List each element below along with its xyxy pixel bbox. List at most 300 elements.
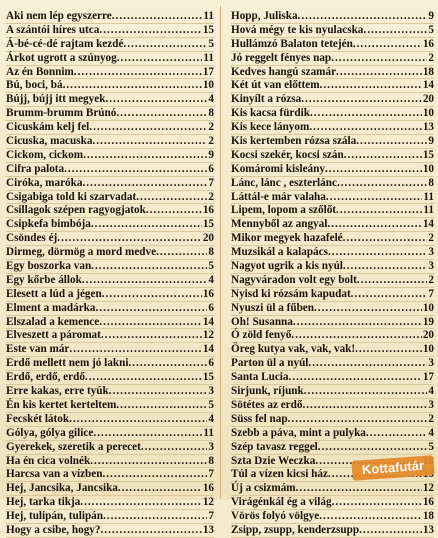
entry-page-number: 10 [422, 162, 434, 175]
entry-title: Csöndes éj [6, 232, 58, 245]
entry-page-number: 12 [202, 496, 214, 509]
entry-page-number: 3 [428, 260, 434, 273]
entry-page-number: 5 [428, 23, 434, 36]
index-entry [6, 385, 214, 399]
index-entry [231, 316, 434, 330]
entry-title: Gólya, gólya gilice [6, 426, 94, 439]
left-index-column [6, 10, 214, 538]
index-entry [231, 510, 434, 524]
entry-title: Santa Lucia [231, 371, 289, 384]
entry-page-number: 17 [422, 371, 434, 384]
dot-leader [304, 385, 428, 399]
dot-leader [337, 177, 427, 191]
dot-leader [359, 524, 422, 538]
dot-leader [69, 413, 207, 427]
index-entry [231, 107, 434, 121]
dot-leader [93, 427, 202, 441]
entry-page-number: 15 [202, 23, 214, 36]
entry-page-number: 13 [422, 121, 434, 134]
index-entry [231, 163, 434, 177]
entry-title: Dirmeg, dörmög a mord medve [6, 246, 157, 259]
entry-page-number: 3 [428, 246, 434, 259]
entry-title: Elszalad a kemence [6, 315, 100, 328]
index-entry [6, 121, 214, 135]
index-entry [231, 524, 434, 538]
index-entry [6, 316, 214, 330]
entry-page-number: 10 [422, 107, 434, 120]
index-entry [6, 177, 214, 191]
index-entry [231, 482, 434, 496]
dot-leader [301, 93, 422, 107]
dot-leader [326, 191, 423, 205]
entry-page-number: 11 [423, 204, 434, 217]
entry-title: Szta Dzie Weczka [231, 454, 316, 467]
entry-page-number: 10 [202, 79, 214, 92]
index-entry [6, 482, 214, 496]
entry-title: Csipkefa bimbója [6, 218, 91, 231]
dot-leader [310, 107, 422, 121]
index-entry [6, 149, 214, 163]
index-entry [231, 66, 434, 80]
entry-title: Egy kőrbe állok [6, 273, 82, 286]
index-entry [231, 413, 434, 427]
entry-title: Gyerekek, szeretik a perecet [6, 440, 141, 453]
index-entry [6, 510, 214, 524]
entry-title: Brumm-brumm Brúnó [6, 107, 117, 120]
entry-page-number: 8 [428, 176, 434, 189]
entry-title: Cicuska, macuska [6, 135, 93, 148]
entry-title: Erdő, erdő, erdő [6, 371, 85, 384]
entry-title: Kedves hangú szamár [231, 65, 337, 78]
index-entry [231, 288, 434, 302]
entry-title: Jó reggelt fényes nap [231, 51, 332, 64]
entry-page-number: 10 [422, 343, 434, 356]
entry-title: Árkot ugrott a szúnyog [6, 51, 117, 64]
dot-leader [102, 468, 207, 482]
entry-title: Kis kertemben rózsa szála [231, 135, 357, 148]
entry-page-number: 15 [202, 218, 214, 231]
dot-leader [116, 399, 207, 413]
dot-leader [298, 10, 428, 24]
entry-page-number: 20 [422, 329, 434, 342]
index-entry [6, 274, 214, 288]
entry-page-number: 4 [208, 93, 214, 106]
entry-title: Az én Bonnim [6, 65, 74, 78]
entry-page-number: 8 [208, 454, 214, 467]
entry-title: Hej, tulipán, tulipán [6, 510, 103, 523]
index-entry [231, 343, 434, 357]
entry-page-number: 11 [423, 190, 434, 203]
dot-leader [309, 121, 422, 135]
index-entry [231, 38, 434, 52]
dot-leader [109, 385, 208, 399]
dot-leader [101, 329, 202, 343]
index-entry [6, 427, 214, 441]
index-entry [231, 246, 434, 260]
entry-title: Á-bé-cé-dé rajtam kezdé [6, 37, 124, 50]
entry-page-number: 5 [208, 37, 214, 50]
entry-page-number: 16 [202, 204, 214, 217]
entry-page-number: 4 [208, 412, 214, 425]
dot-leader [293, 316, 422, 330]
entry-title: Aki nem lép egyszerre [6, 10, 112, 22]
entry-title: Én kis kertet kerteltem [6, 398, 117, 411]
dot-leader [327, 218, 421, 232]
entry-title: Nyuszi ül a fűben [231, 301, 314, 314]
entry-title: Ciróka, maróka [6, 176, 83, 189]
index-entry [231, 149, 434, 163]
dot-leader [302, 399, 427, 413]
index-entry [6, 52, 214, 66]
index-entry [231, 302, 434, 316]
index-entry [6, 10, 214, 24]
entry-title: Harcsa van a vízben [6, 468, 103, 481]
entry-title: Cifra palota [6, 162, 65, 175]
entry-page-number: 16 [202, 482, 214, 495]
entry-page-number: 2 [428, 412, 434, 425]
index-entry [6, 413, 214, 427]
entry-page-number: 9 [208, 148, 214, 161]
index-entry [6, 163, 214, 177]
index-entry [231, 371, 434, 385]
entry-title: Hej, tarka tikja [6, 496, 81, 509]
entry-page-number: 14 [422, 79, 434, 92]
entry-title: Cickom, cickom [6, 148, 84, 161]
entry-title: Erdő mellett nem jó lakni [6, 357, 129, 370]
entry-title: Csillagok szépen ragyogjatok [6, 204, 146, 217]
entry-page-number: 19 [422, 315, 434, 328]
entry-page-number: 12 [202, 329, 214, 342]
entry-title: A szántói híres utca [6, 23, 100, 36]
index-entry [231, 232, 434, 246]
dot-leader [116, 107, 207, 121]
dot-leader [336, 204, 422, 218]
index-entry [6, 468, 214, 482]
entry-title: Bújj, bújj itt megyek [6, 93, 106, 106]
entry-page-number: 8 [208, 107, 214, 120]
entry-page-number: 4 [428, 426, 434, 439]
index-entry [6, 260, 214, 274]
dot-leader [105, 93, 207, 107]
entry-page-number: 2 [428, 51, 434, 64]
dot-leader [156, 246, 207, 260]
entry-page-number: 18 [422, 510, 434, 523]
entry-title: Hullámzó Balaton tetején [231, 37, 353, 50]
entry-title: Hogy a csibe, hogy? [6, 523, 101, 536]
entry-title: Lánc, lánc , eszterlánc [231, 176, 337, 189]
entry-title: Sirjunk, ríjunk [231, 385, 304, 398]
entry-title: Süss fel nap [231, 412, 288, 425]
index-entry [6, 107, 214, 121]
dot-leader [289, 371, 422, 385]
index-entry [231, 93, 434, 107]
entry-title: Két út van előttem [231, 79, 320, 92]
entry-title: Szép tavasz reggel [231, 440, 318, 453]
dot-leader [366, 427, 428, 441]
entry-title: Nyisd ki rózsám kapudat [231, 287, 351, 300]
entry-page-number: 9 [428, 135, 434, 148]
index-entry [6, 191, 214, 205]
index-entry [231, 135, 434, 149]
entry-page-number: 6 [208, 357, 214, 370]
entry-title: Hej, Jancsika, Jancsika [6, 482, 118, 495]
entry-title: Bú, boci, bá [6, 79, 63, 92]
entry-page-number: 5 [428, 440, 434, 453]
dot-leader [80, 496, 202, 510]
index-entry [6, 343, 214, 357]
entry-page-number: 5 [208, 260, 214, 273]
dot-leader [63, 79, 202, 93]
index-entry [231, 79, 434, 93]
dot-leader [291, 329, 422, 343]
entry-page-number: 2 [208, 135, 214, 148]
entry-page-number: 15 [202, 371, 214, 384]
index-entry [6, 218, 214, 232]
index-entry [231, 399, 434, 413]
entry-page-number: 6 [208, 162, 214, 175]
entry-title: Nagyot ugrik a kis nyúl [231, 260, 343, 273]
entry-title: Parton ül a nyúl [231, 357, 309, 370]
entry-title: Virágénkál ég a világ [231, 496, 332, 509]
index-entry [6, 371, 214, 385]
index-entry [6, 399, 214, 413]
entry-page-number: 20 [422, 93, 434, 106]
entry-page-number: 14 [422, 218, 434, 231]
entry-page-number: 16 [202, 287, 214, 300]
entry-title: Egy boszorka van [6, 260, 92, 273]
index-entry [231, 10, 434, 24]
entry-title: Ó zöld fenyő [231, 329, 292, 342]
entry-page-number: 2 [208, 121, 214, 134]
entry-page-number: 3 [208, 385, 214, 398]
dot-leader [99, 24, 201, 38]
index-entry [6, 455, 214, 469]
dot-leader [103, 510, 207, 524]
entry-page-number: 11 [203, 51, 214, 64]
dot-leader [96, 302, 208, 316]
entry-page-number: 20 [202, 232, 214, 245]
index-entry [6, 302, 214, 316]
entry-title: Elveszett a páromat [6, 329, 101, 342]
dot-leader [85, 371, 202, 385]
index-entry [231, 329, 434, 343]
dot-leader [90, 455, 207, 469]
entry-page-number: 7 [208, 176, 214, 189]
dot-leader [141, 441, 208, 455]
entry-title: Muzsikál a kalapács [231, 246, 328, 259]
entry-page-number: 7 [208, 468, 214, 481]
entry-page-number: 5 [208, 398, 214, 411]
dot-leader [82, 274, 208, 288]
dot-leader [91, 218, 202, 232]
index-entry [231, 24, 434, 38]
dot-leader [64, 163, 207, 177]
index-entry [231, 427, 434, 441]
dot-leader [102, 288, 202, 302]
entry-title: Elment a madárka [6, 301, 96, 314]
dot-leader [325, 163, 422, 177]
index-entry [231, 441, 434, 455]
entry-page-number: 4 [428, 385, 434, 398]
index-entry [6, 441, 214, 455]
dot-leader [74, 66, 202, 80]
dot-leader [100, 524, 201, 538]
entry-title: Kis kece lányom [231, 121, 310, 134]
entry-page-number: 4 [208, 273, 214, 286]
entry-page-number: 2 [208, 190, 214, 203]
entry-title: Fecskét látok [6, 412, 70, 425]
entry-page-number: 18 [422, 65, 434, 78]
dot-leader [296, 482, 422, 496]
entry-page-number: 8 [208, 246, 214, 259]
dot-leader [123, 38, 207, 52]
dot-leader [118, 482, 202, 496]
entry-page-number: 2 [428, 232, 434, 245]
entry-page-number: 3 [428, 357, 434, 370]
entry-title: Lipem, lopom a szőlőt [231, 204, 337, 217]
entry-page-number: 15 [422, 148, 434, 161]
index-entry [231, 121, 434, 135]
dot-leader [343, 232, 428, 246]
index-entry [6, 93, 214, 107]
dot-leader [332, 496, 422, 510]
index-entry [6, 329, 214, 343]
entry-page-number: 17 [202, 65, 214, 78]
dot-leader [356, 135, 427, 149]
entry-title: Kis kacsa fürdik [231, 107, 310, 120]
dot-leader [343, 260, 428, 274]
entry-title: Mikor megyek hazafelé [231, 232, 343, 245]
entry-page-number: 13 [422, 523, 434, 536]
entry-page-number: 14 [202, 343, 214, 356]
entry-page-number: 16 [422, 37, 434, 50]
index-entry [231, 191, 434, 205]
dot-leader [83, 149, 207, 163]
dot-leader [318, 441, 428, 455]
index-entry [6, 246, 214, 260]
dot-leader [112, 10, 203, 24]
entry-page-number: 11 [203, 10, 214, 22]
entry-title: Láttál-e már valaha [231, 190, 326, 203]
index-entry [231, 52, 434, 66]
dot-leader [69, 343, 201, 357]
index-entry [6, 357, 214, 371]
index-entry [6, 66, 214, 80]
dot-leader [146, 204, 202, 218]
entry-title: Nagyváradon volt egy bolt [231, 273, 357, 286]
index-entry [6, 135, 214, 149]
entry-page-number: 2 [428, 273, 434, 286]
index-entry [6, 38, 214, 52]
index-entry [6, 79, 214, 93]
index-entry [6, 204, 214, 218]
entry-title: Mennyből az angyal [231, 218, 328, 231]
entry-title: Sötétes az erdő [231, 398, 303, 411]
dot-leader [363, 24, 427, 38]
dot-leader [331, 52, 427, 66]
entry-title: Öreg kutya vak, vak, vak! [231, 343, 356, 356]
dot-leader [320, 79, 422, 93]
index-entry [231, 274, 434, 288]
entry-title: Kinyílt a rózsa [231, 93, 302, 106]
entry-title: Este van már [6, 343, 70, 356]
entry-page-number: 7 [208, 510, 214, 523]
entry-title: Ha én cica volnék [6, 454, 91, 467]
index-entry [6, 24, 214, 38]
dot-leader [355, 343, 422, 357]
entry-title: Elesett a lúd a jégen [6, 287, 102, 300]
dot-leader [328, 246, 427, 260]
dot-leader [99, 316, 202, 330]
column-divider [220, 6, 221, 498]
entry-page-number: 3 [208, 440, 214, 453]
watermark-logo: Kottafutár [351, 455, 434, 481]
entry-page-number: 14 [202, 315, 214, 328]
entry-page-number: 6 [208, 301, 214, 314]
dot-leader [82, 177, 207, 191]
entry-page-number: 3 [428, 398, 434, 411]
index-entry [6, 288, 214, 302]
dot-leader [91, 260, 207, 274]
entry-title: Új a csizmám [231, 482, 296, 495]
dot-leader [128, 357, 207, 371]
index-entry [6, 496, 214, 510]
dot-leader [89, 121, 207, 135]
entry-page-number: 12 [422, 482, 434, 495]
dot-leader [92, 135, 207, 149]
entry-title: Vörös folyó völgye [231, 510, 320, 523]
index-entry [231, 385, 434, 399]
index-entry [6, 524, 214, 538]
entry-title: Cicuskám kelj fel [6, 121, 90, 134]
dot-leader [319, 510, 422, 524]
entry-title: Szebb a páva, mint a pulyka [231, 426, 366, 439]
dot-leader [336, 66, 422, 80]
dot-leader [351, 288, 428, 302]
entry-title: Erre kakas, erre tyúk [6, 385, 109, 398]
index-entry [6, 232, 214, 246]
index-entry [231, 177, 434, 191]
dot-leader [308, 357, 427, 371]
entry-title: Kocsi szekér, kocsi szán [231, 148, 344, 161]
entry-title: Túl a vízen kicsi ház [231, 468, 328, 481]
index-entry [231, 260, 434, 274]
entry-page-number: 9 [428, 10, 434, 22]
entry-page-number: 10 [422, 301, 434, 314]
entry-page-number: 11 [203, 426, 214, 439]
index-entry [231, 496, 434, 510]
entry-title: Zsipp, zsupp, kenderzsupp [231, 523, 360, 536]
entry-title: Csigabiga told ki szarvadat [6, 190, 137, 203]
index-entry [231, 357, 434, 371]
dot-leader [136, 191, 207, 205]
index-entry [231, 218, 434, 232]
dot-leader [314, 302, 422, 316]
dot-leader [117, 52, 203, 66]
entry-page-number: 13 [202, 523, 214, 536]
entry-title: Hová mégy te kis nyulacska [231, 23, 364, 36]
entry-title: Komáromi kisleány [231, 162, 325, 175]
entry-page-number: 16 [422, 496, 434, 509]
dot-leader [353, 38, 422, 52]
entry-page-number: 7 [428, 287, 434, 300]
index-entry [231, 204, 434, 218]
dot-leader [344, 149, 422, 163]
dot-leader [288, 413, 428, 427]
dot-leader [357, 274, 428, 288]
entry-title: Hopp, Juliska [231, 10, 298, 22]
dot-leader [57, 232, 202, 246]
